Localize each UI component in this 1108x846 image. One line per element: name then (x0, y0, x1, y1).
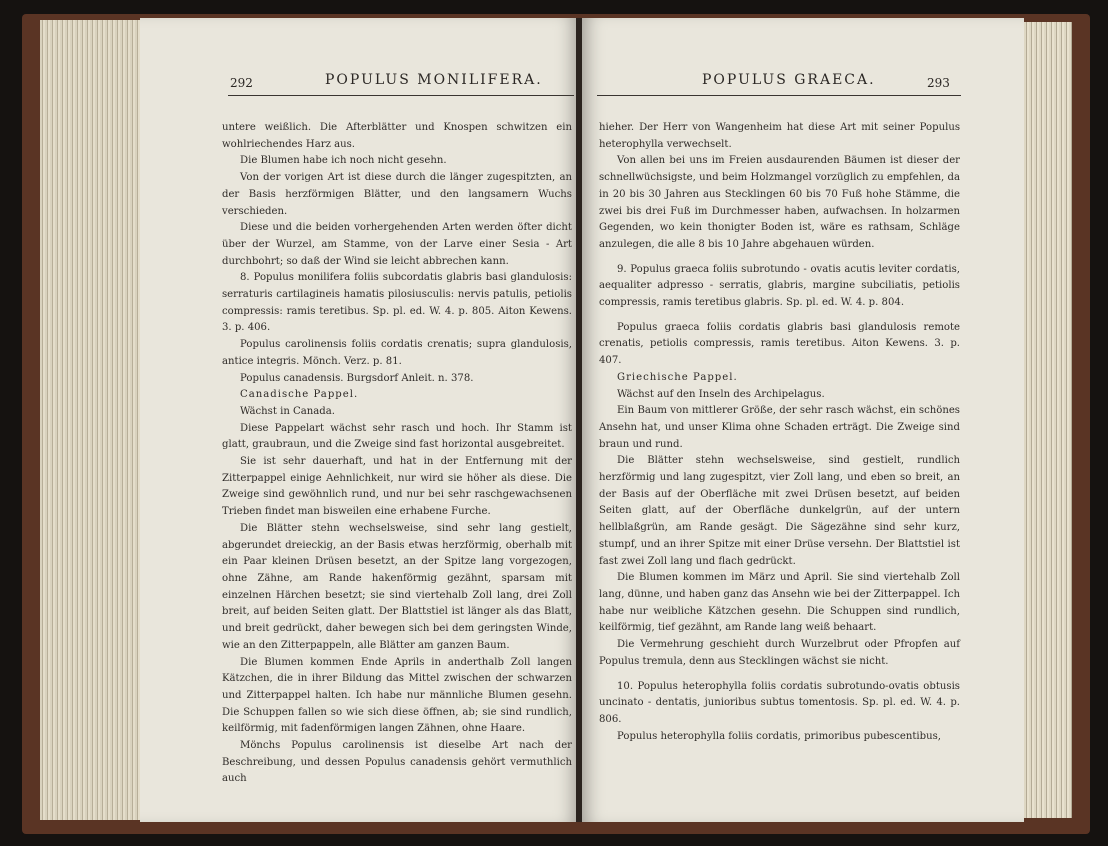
species-entry: 10. Populus heterophylla foliis cordatis subrotundo-ovatis obtusis uncinato - dentatis, junioribus subtus tomentosis. Sp. pl. ed. W. 4. p. 806. (599, 680, 960, 725)
page-number: 293 (927, 76, 950, 90)
common-name: Canadische Pappel. (240, 389, 359, 401)
common-name: Griechische Pappel. (617, 371, 738, 383)
left-page (140, 18, 578, 822)
right-page (582, 18, 1024, 822)
species-entry: 9. Populus graeca foliis subrotundo - ovatis acutis leviter cordatis, aequaliter adpresso - serratis, glabris, margine subciliatis, petiolis compressis, ramis teretibus glabris. Sp. pl. ed. W. 4. p. 804. (599, 263, 960, 309)
synonym: Populus graeca foliis cordatis glabris basi glandulosis remote crenatis, petiolis compressis, ramis teretibus. Aiton Kewens. 3. p. 407. (599, 321, 960, 367)
paragraph: hieher. Der Herr von Wangenheim hat diese Art mit seiner Populus heterophylla verwechselt. (599, 122, 960, 150)
right-page-text (599, 120, 960, 745)
left-page-header (140, 72, 578, 96)
paragraph: Die Blumen kommen Ende Aprils in anderthalb Zoll langen Kätzchen, die in ihrer Bildung das Mittel zwischen der schwarzen und Zitterpappel halten. Ich habe nur männliche Blumen gesehn. Die Schuppen fallen so wie sich diese öffnen, ab; sie sind rundlich, keilförmig, mit fadenförmigen langen Zähnen, ohne Haare. (222, 656, 572, 735)
paragraph: Diese Pappelart wächst sehr rasch und hoch. Ihr Stamm ist glatt, graubraun, und die Zweige sind fast horizontal ausgebreitet. (222, 422, 572, 451)
paragraph: untere weißlich. Die Afterblätter und Knospen schwitzen ein wohlriechendes Harz aus. (222, 122, 572, 150)
right-page-header (582, 72, 1024, 96)
synonym: Populus canadensis. Burgsdorf Anleit. n. 378. (240, 372, 474, 384)
paragraph: Die Vermehrung geschieht durch Wurzelbrut oder Pfropfen auf Populus tremula, denn aus Stecklingen wächst sie nicht. (599, 639, 960, 667)
paragraph: Die Blätter stehn wechselsweise, sind gestielt, rundlich herzförmig und lang zugespitzt, vier Zoll lang, und eben so breit, an der Basis auf der Oberfläche mit zwei Drüsen besetzt, auf beiden Seiten glatt, auf der Oberfläche dunkelgrün, auf der untern hellblaßgrün, am Rande gesägt. Die Sägezähne sind sehr kurz, stumpf, und an ihrer Spitze mit einer Drüse versehn. Der Blattstiel ist fast zwei Zoll lang und flach gedrückt. (599, 455, 960, 567)
page-edges-left (40, 20, 140, 820)
paragraph: Die Blumen habe ich noch nicht gesehn. (240, 155, 447, 167)
species-entry: 8. Populus monilifera foliis subcordatis glabris basi glandulosis: serraturis cartilagineis hamatis pilosiusculis: nervis patulis, petiolis compressis: ramis teretibus. Sp. pl. ed. W. 4. p. 805. Aiton Kewens. 3. p. 406. (222, 272, 572, 334)
habitat: Wächst in Canada. (240, 405, 335, 417)
running-title: POPULUS MONILIFERA. (325, 72, 543, 88)
synonym: Populus heterophylla foliis cordatis, primoribus pubescentibus, (617, 730, 942, 742)
paragraph: Die Blumen kommen im März und April. Sie sind viertehalb Zoll lang, dünne, und haben ganz das Ansehn wie bei der Zitterpappel. Ich habe nur weibliche Kätzchen gesehn. Die Schuppen sind rundlich, keilförmig, tief gezähnt, am Rande lang weiß behaart. (599, 572, 960, 634)
paragraph: Von der vorigen Art ist diese durch die länger zugespitzten, an der Basis herzförmigen Blätter, und den langsamern Wuchs verschieden. (222, 172, 572, 217)
paragraph: Sie ist sehr dauerhaft, und hat in der Entfernung mit der Zitterpappel einige Aehnlichkeit, nur wird sie höher als diese. Die Zweige sind gewöhnlich rund, und nur bei sehr raschgewachsenen Trieben findet man bisweilen eine erhabene Furche. (222, 456, 572, 518)
running-title: POPULUS GRAECA. (702, 72, 876, 88)
header-rule (597, 95, 961, 96)
habitat: Wächst auf den Inseln des Archipelagus. (617, 388, 825, 400)
page-edges-right (1024, 22, 1072, 818)
left-page-text (222, 120, 572, 788)
paragraph: Von allen bei uns im Freien ausdaurenden Bäumen ist dieser der schnellwüchsigste, und beim Holzmangel vorzüglich zu empfehlen, da in 20 bis 30 Jahren aus Stecklingen 60 bis 70 Fuß hohe Stämme, die zwei bis drei Fuß im Durchmesser haben, aufwachsen. In holzarmen Gegenden, wo kein thonigter Boden ist, wäre es rathsam, Schläge anzulegen, die alle 8 bis 10 Jahre abgehauen würden. (599, 155, 960, 250)
page-number: 292 (230, 76, 253, 90)
paragraph: Mönchs Populus carolinensis ist dieselbe Art nach der Beschreibung, und dessen Populus canadensis gehört vermuthlich auch (222, 740, 572, 785)
synonym: Populus carolinensis foliis cordatis crenatis; supra glandulosis, antice integris. Mönch. Verz. p. 81. (222, 339, 572, 367)
paragraph: Diese und die beiden vorhergehenden Arten werden öfter dicht über der Wurzel, am Stamme, von der Larve einer Sesia - Art durchbohrt; so daß der Wind sie leicht abbrechen kann. (222, 222, 572, 267)
paragraph: Ein Baum von mittlerer Größe, der sehr rasch wächst, ein schönes Ansehn hat, und unser Klima ohne Schaden erträgt. Die Zweige sind braun und rund. (599, 405, 960, 450)
header-rule (228, 95, 574, 96)
paragraph: Die Blätter stehn wechselsweise, sind sehr lang gestielt, abgerundet dreieckig, an der Basis etwas herzförmig, oberhalb mit ein Paar kleinen Drüsen besetzt, an der Spitze lang vorgezogen, ohne Zähne, am Rande hakenförmig gezähnt, sparsam mit einzelnen Härchen besetzt; sie sind viertehalb Zoll lang, drei Zoll breit, auf beiden Seiten glatt. Der Blattstiel ist länger als das Blatt, und breit gedrückt, daher bewegen sich bei dem geringsten Winde, wie an den Zitterpappeln, alle Blätter am ganzen Baum. (222, 522, 572, 651)
